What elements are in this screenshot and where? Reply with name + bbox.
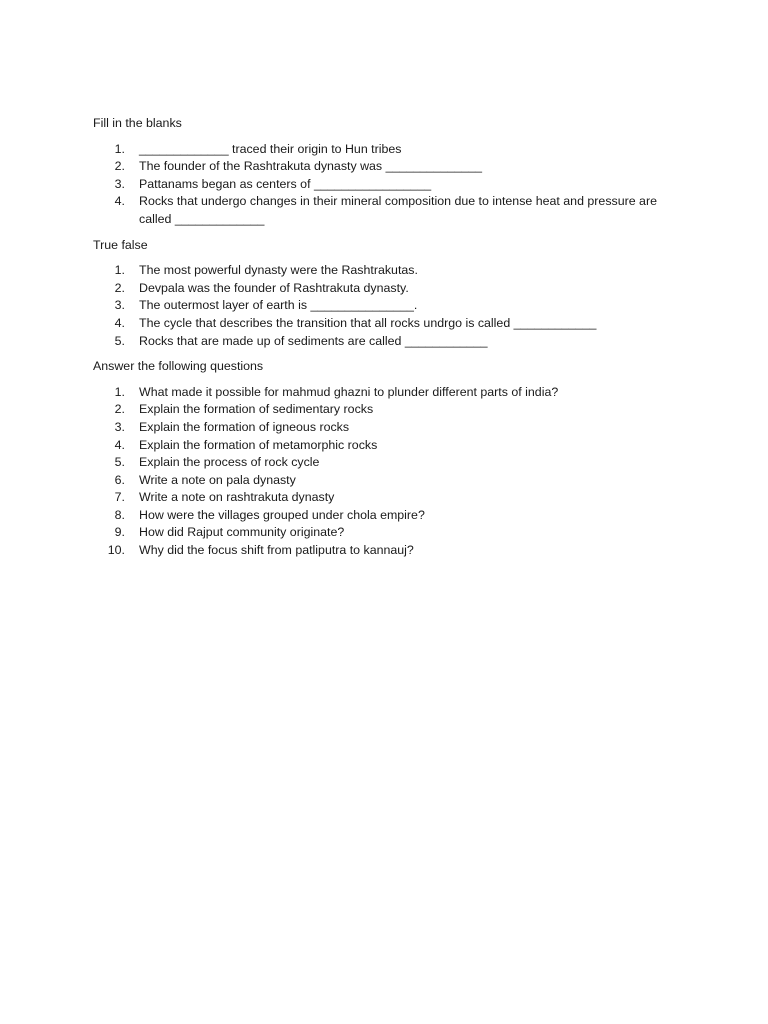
item-text: Write a note on rashtrakuta dynasty — [139, 490, 335, 505]
list-item — [93, 454, 673, 472]
section-fill-in-the-blanks — [93, 115, 673, 229]
item-number: 3. — [114, 298, 125, 313]
question-list — [93, 141, 673, 229]
worksheet-page — [93, 115, 673, 568]
list-item — [93, 333, 673, 351]
item-text: The cycle that describes the transition that all rocks undrgo is called ____________ — [139, 315, 597, 330]
item-text: Rocks that undergo changes in their mineral composition due to intense heat and pressure are called _____________ — [139, 194, 657, 226]
item-text: What made it possible for mahmud ghazni to plunder different parts of india? — [139, 384, 559, 399]
section-title: Fill in the blanks — [93, 116, 182, 130]
item-text: The most powerful dynasty were the Rashtrakutas. — [139, 263, 418, 278]
list-item — [93, 401, 673, 419]
item-number: 7. — [114, 490, 125, 505]
list-item — [93, 262, 673, 280]
list-item — [93, 315, 673, 333]
item-number: 1. — [114, 384, 125, 399]
item-text: Explain the formation of igneous rocks — [139, 419, 350, 434]
list-item — [93, 158, 673, 176]
item-text: How did Rajput community originate? — [139, 525, 345, 540]
list-item — [93, 542, 673, 560]
item-number: 3. — [114, 419, 125, 434]
section-title: True false — [93, 237, 148, 252]
item-number: 9. — [114, 525, 125, 540]
item-number: 2. — [114, 280, 125, 295]
item-number: 1. — [114, 141, 125, 156]
section-true-false — [93, 237, 673, 351]
list-item — [93, 141, 673, 159]
list-item — [93, 489, 673, 507]
item-text: Why did the focus shift from patliputra to kannauj? — [139, 543, 414, 558]
item-number: 6. — [114, 472, 125, 487]
item-text: Explain the formation of metamorphic rocks — [139, 437, 378, 452]
list-item — [93, 472, 673, 490]
item-text: Devpala was the founder of Rashtrakuta dynasty. — [139, 280, 409, 295]
list-item — [93, 384, 673, 402]
item-text: Rocks that are made up of sediments are called ____________ — [139, 333, 488, 348]
item-text: How were the villages grouped under chola empire? — [139, 507, 425, 522]
list-item — [93, 193, 673, 228]
item-text: The founder of the Rashtrakuta dynasty was ______________ — [139, 159, 483, 174]
item-text: Write a note on pala dynasty — [139, 472, 296, 487]
list-item — [93, 507, 673, 525]
list-item — [93, 297, 673, 315]
section-title: Answer the following questions — [93, 359, 264, 374]
section-answer-questions — [93, 358, 673, 560]
item-number: 2. — [114, 402, 125, 417]
list-item — [93, 437, 673, 455]
item-text: Explain the formation of sedimentary rocks — [139, 402, 374, 417]
item-number: 10. — [107, 543, 125, 558]
list-item — [93, 176, 673, 194]
list-item — [93, 419, 673, 437]
item-number: 4. — [114, 437, 125, 452]
list-item — [93, 280, 673, 298]
item-text: The outermost layer of earth is _______________. — [139, 298, 418, 313]
item-number: 3. — [114, 176, 125, 191]
list-item — [93, 524, 673, 542]
item-number: 5. — [114, 333, 125, 348]
item-text: _____________ traced their origin to Hun tribes — [139, 141, 402, 156]
question-list — [93, 262, 673, 350]
item-text: Explain the process of rock cycle — [139, 455, 320, 470]
question-list — [93, 384, 673, 560]
item-number: 5. — [114, 455, 125, 470]
item-number: 1. — [114, 263, 125, 278]
item-number: 2. — [114, 159, 125, 174]
item-number: 4. — [114, 194, 125, 209]
item-number: 8. — [114, 507, 125, 522]
item-text: Pattanams began as centers of _________________ — [139, 176, 432, 191]
item-number: 4. — [114, 315, 125, 330]
